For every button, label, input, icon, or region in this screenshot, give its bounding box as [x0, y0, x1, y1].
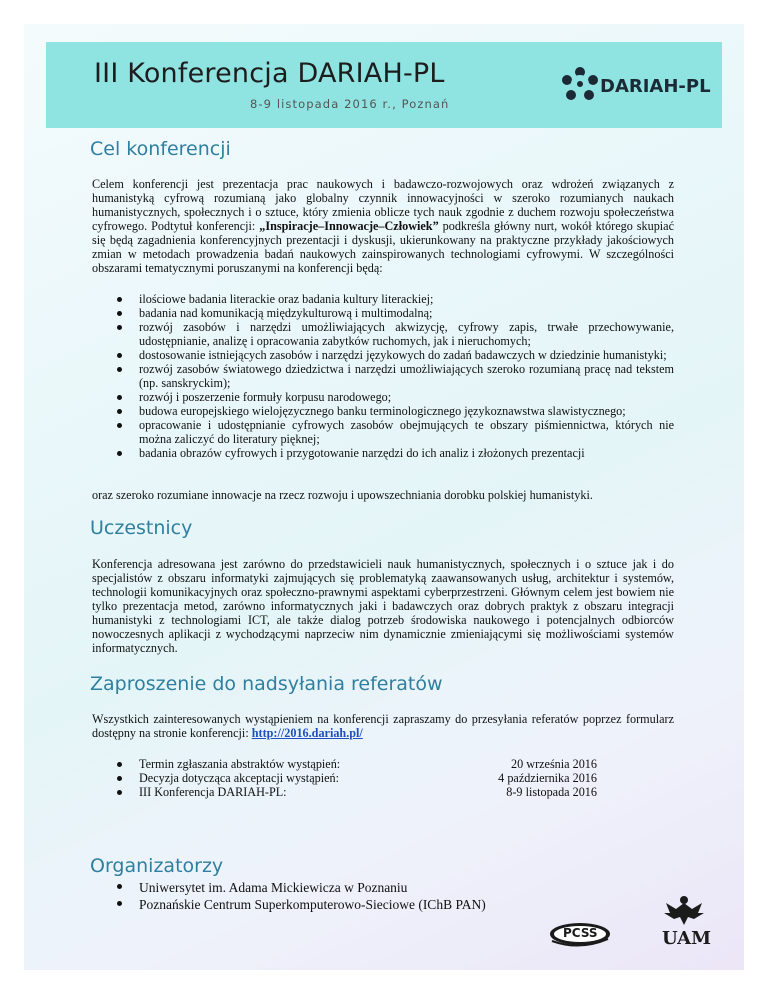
topic-item-text: budowa europejskiego wielojęzycznego banku terminologicznego językoznawstwa slawistycznego;: [139, 404, 626, 418]
deadline-date: 4 października 2016: [498, 771, 597, 785]
topic-item-text: rozwój zasobów światowego dziedzictwa i narzędzi umożliwiających szeroko rozumianą pracę nad tekstem (np. sanskryckim);: [139, 362, 674, 390]
conference-website-link[interactable]: http://2016.dariah.pl/: [251, 726, 363, 740]
topic-item-text: badania nad komunikacją międzykulturową i multimodalną;: [139, 306, 433, 320]
bullet-icon: [117, 311, 122, 316]
topic-item-text: opracowanie i udostępnianie cyfrowych zasobów obejmujących te obszary piśmiennictwa, których nie można zaliczyć do literatury pięknej;: [139, 418, 674, 446]
topics-list: [92, 292, 674, 460]
cel-closing-text: oraz szeroko rozumiane innowacje na rzecz rozwoju i upowszechniania dorobku polskiej humanistyki.: [92, 488, 593, 502]
topic-item: [92, 306, 674, 320]
topic-item: [92, 320, 674, 348]
topic-item-text: ilościowe badania literackie oraz badania kultury literackiej;: [139, 292, 434, 306]
topic-item-text: rozwój i poszerzenie formuły korpusu narodowego;: [139, 390, 392, 404]
deadline-item-text: Termin zgłaszania abstraktów wystąpień:: [139, 757, 341, 771]
pcss-logo: [548, 921, 612, 947]
organizer-item-text: Uniwersytet im. Adama Mickiewicza w Poznaniu: [139, 880, 408, 895]
zaproszenie-text: Wszystkich zainteresowanych wystąpieniem na konferencji zapraszamy do przesyłania referatów poprzez formularz dostępny na stronie konferencji:: [92, 712, 674, 740]
deadline-item: [92, 785, 597, 799]
topic-item-text: rozwój zasobów i narzędzi umożliwiających akwizycję, cyfrowy zapis, trwałe przechowywanie, udostępnianie, analizę i opracowania zabytków ruchomych, jak i nieruchomych;: [139, 320, 674, 348]
bullet-icon: [117, 409, 122, 414]
header-banner: [46, 42, 722, 128]
topic-item: [92, 348, 674, 362]
dariah-logo: [560, 62, 710, 110]
organizer-item: [92, 896, 572, 913]
topic-item: [92, 292, 674, 306]
deadline-item: [92, 757, 597, 771]
zaproszenie-paragraph: [92, 712, 674, 740]
pcss-logo-text: PCSS: [563, 926, 598, 940]
organizer-item: [92, 879, 572, 896]
organizers-list: [92, 879, 572, 913]
organizer-item-text: Poznańskie Centrum Superkomputerowo-Sieciowe (IChB PAN): [139, 897, 486, 912]
section-heading-uczestnicy: Uczestnicy: [90, 517, 193, 539]
bullet-icon: [117, 423, 122, 428]
cel-intro-text-continued: podkreśla główny nurt, wokół którego skupiać się będą zagadnienia konferencyjnych prezentacji i dyskusji, ukierunkowany na praktyczne przykłady jakościowych zmian w metodach prowadzenia badań naukowych zainspirowanych technologiami cyfrowymi. W szczególności obszarami tematycznymi poruszanymi na konferencji będą:: [92, 219, 674, 275]
section-heading-cel: Cel konferencji: [90, 138, 231, 160]
topic-item: [92, 362, 674, 390]
uczestnicy-paragraph: Konferencja adresowana jest zarówno do przedstawicieli nauk humanistycznych, społecznych i o sztuce jak i do specjalistów z obszaru informatyki zajmujących się problematyką zaawansowanych usług, architektur i systemów, technologii komunikacyjnych oraz społeczno-prawnymi aspektami cyberprzestrzeni. Głównym celem jest bowiem nie tylko prezentacja metod, zarówno informatycznych jaki i badawczych oraz dobrych praktyk z obszaru integracji humanistyki z technologiami ICT, ale także dialog potrzeb środowiska naukowego i potencjalnych odbiorców nowoczesnych aplikacji z wychodzącymi naprzeciw nim dynamicznie zmieniającymi się możliwościami systemów informatycznych.: [92, 557, 674, 655]
topic-item-text: badania obrazów cyfrowych i przygotowanie narzędzi do ich analiz i złożonych prezentacji: [139, 446, 585, 460]
topic-item: [92, 404, 674, 418]
deadline-item: [92, 771, 597, 785]
cel-intro-paragraph: [92, 177, 674, 275]
uam-eagle-icon: [662, 895, 706, 929]
deadline-date: 20 września 2016: [511, 757, 597, 771]
bullet-icon: [117, 884, 122, 889]
bullet-icon: [117, 297, 122, 302]
section-heading-organizatorzy: Organizatorzy: [90, 855, 224, 877]
bullet-icon: [117, 451, 122, 456]
conference-date-subtitle: 8-9 listopada 2016 r., Poznań: [250, 97, 450, 111]
bullet-icon: [117, 790, 122, 795]
dariah-flower-icon: [560, 64, 600, 108]
cel-intro-text: Celem konferencji jest prezentacja prac naukowych i badawczo-rozwojowych oraz wdrożeń związanych z humanistyką cyfrową rozumianą jako globalny czynnik innowacyjności w szeroko rozumianych naukach humanistycznych, społecznych i o sztuce, który zmienia oblicze tych nauk zgodnie z duchem rozwoju społeczeństwa cyfrowego. Podtytuł konferencji:: [92, 177, 674, 233]
deadlines-list: [92, 757, 597, 799]
bullet-icon: [117, 395, 122, 400]
topic-item: [92, 390, 674, 404]
deadline-item-text: Decyzja dotycząca akceptacji wystąpień:: [139, 771, 339, 785]
bullet-icon: [117, 776, 122, 781]
bullet-icon: [117, 325, 122, 330]
dariah-logo-text: DARIAH-PL: [600, 76, 711, 97]
section-heading-zaproszenie: Zaproszenie do nadsyłania referatów: [90, 673, 443, 695]
bullet-icon: [117, 367, 122, 372]
deadline-item-text: III Konferencja DARIAH-PL:: [139, 785, 287, 799]
page-title: III Konferencja DARIAH-PL: [94, 58, 445, 89]
topic-item-text: dostosowanie istniejących zasobów i narzędzi językowych do zadań badawczych w dziedzinie humanistyki;: [139, 348, 667, 362]
bullet-icon: [117, 901, 122, 906]
conference-motto: „Inspiracje–Innowacje–Człowiek”: [259, 219, 439, 233]
bullet-icon: [117, 353, 122, 358]
deadline-date: 8-9 listopada 2016: [506, 785, 597, 799]
uam-logo: [662, 895, 712, 951]
bullet-icon: [117, 762, 122, 767]
topic-item: [92, 418, 674, 446]
uam-logo-text: UAM: [662, 928, 712, 949]
topic-item: [92, 446, 674, 460]
